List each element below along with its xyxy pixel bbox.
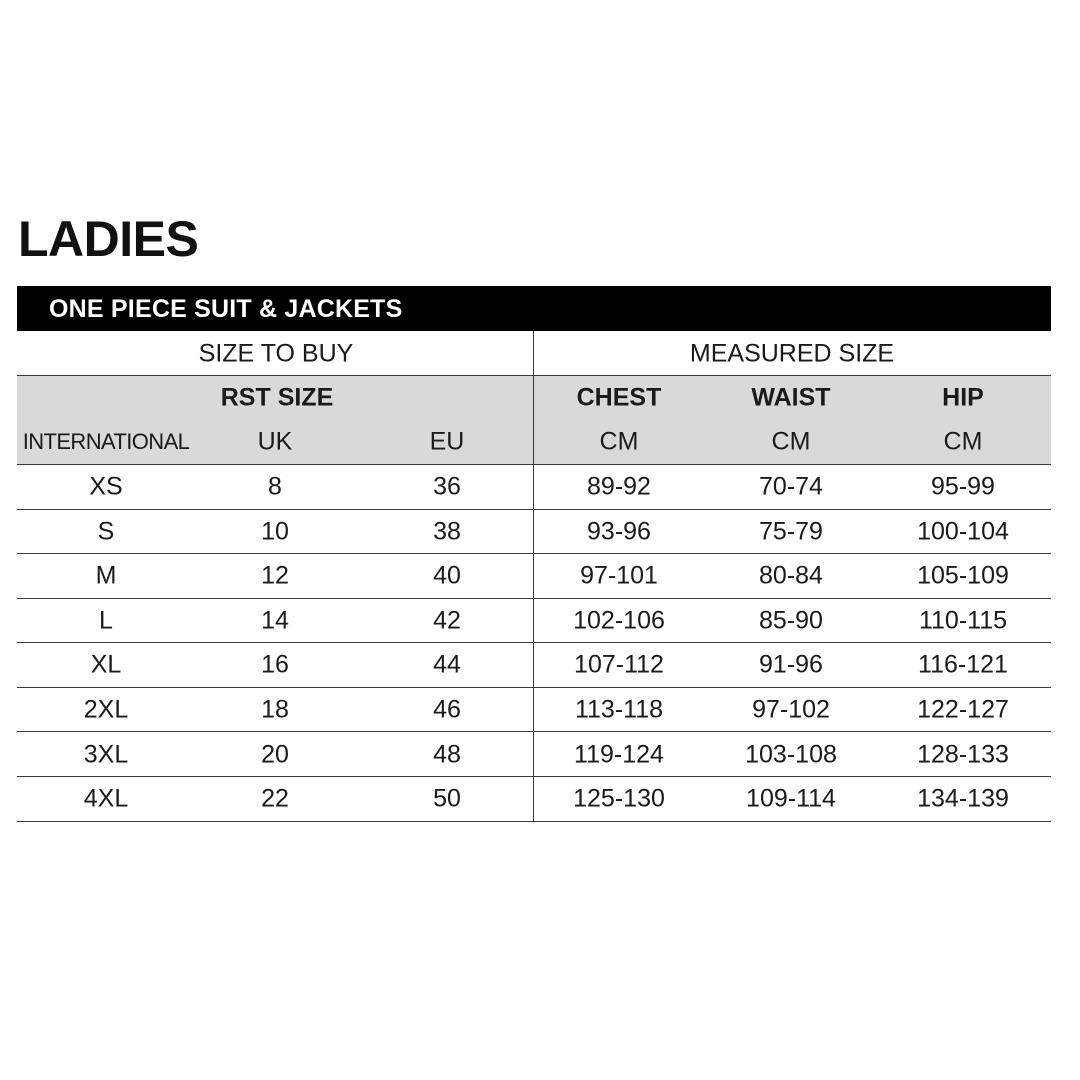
waist-unit: CM <box>771 427 811 456</box>
international-size: XL <box>90 650 122 679</box>
hip-cm: 122-127 <box>917 695 1009 724</box>
international-size: 2XL <box>83 695 129 724</box>
eu-size: 44 <box>433 650 461 679</box>
international-size: M <box>95 561 117 590</box>
column-divider <box>533 331 534 822</box>
size-to-buy-header: SIZE TO BUY <box>198 339 354 368</box>
eu-size: 48 <box>433 740 461 769</box>
waist-cm: 91-96 <box>759 650 823 679</box>
eu-size: 42 <box>433 606 461 635</box>
eu-size: 38 <box>433 517 461 546</box>
divider <box>17 776 1051 777</box>
chest-cm: 89-92 <box>587 472 651 501</box>
hip-cm: 95-99 <box>931 472 995 501</box>
divider <box>17 509 1051 510</box>
international-size: XS <box>89 472 123 501</box>
waist-cm: 85-90 <box>759 606 823 635</box>
waist-cm: 109-114 <box>746 784 836 813</box>
rst-size-header: RST SIZE <box>220 383 334 412</box>
uk-size: 12 <box>261 561 289 590</box>
divider <box>17 642 1051 643</box>
banner-label: ONE PIECE SUIT & JACKETS <box>49 295 403 323</box>
uk-header: UK <box>257 427 293 456</box>
uk-size: 22 <box>261 784 289 813</box>
eu-size: 36 <box>433 472 461 501</box>
international-size: S <box>97 517 115 546</box>
hip-header: HIP <box>942 383 984 412</box>
hip-cm: 105-109 <box>917 561 1009 590</box>
waist-header: WAIST <box>751 383 831 412</box>
chest-cm: 119-124 <box>574 740 664 769</box>
divider <box>17 598 1051 599</box>
hip-cm: 110-115 <box>918 606 1008 635</box>
divider <box>17 821 1051 822</box>
divider <box>17 375 1051 376</box>
divider <box>17 464 1051 465</box>
international-size: 3XL <box>83 740 129 769</box>
uk-size: 20 <box>261 740 289 769</box>
eu-size: 46 <box>433 695 461 724</box>
eu-header: EU <box>429 427 465 456</box>
uk-size: 18 <box>261 695 289 724</box>
waist-cm: 103-108 <box>745 740 837 769</box>
waist-cm: 75-79 <box>759 517 823 546</box>
divider <box>17 731 1051 732</box>
waist-cm: 70-74 <box>759 472 823 501</box>
chest-cm: 113-118 <box>574 695 664 724</box>
page-title: LADIES <box>18 211 199 267</box>
chest-cm: 125-130 <box>573 784 665 813</box>
uk-size: 10 <box>261 517 289 546</box>
international-header: INTERNATIONAL <box>22 429 190 454</box>
hip-cm: 116-121 <box>918 650 1008 679</box>
eu-size: 40 <box>433 561 461 590</box>
measured-size-header: MEASURED SIZE <box>689 339 895 368</box>
chest-cm: 93-96 <box>587 517 651 546</box>
hip-cm: 100-104 <box>917 517 1009 546</box>
uk-size: 8 <box>268 472 282 501</box>
hip-cm: 128-133 <box>917 740 1009 769</box>
hip-cm: 134-139 <box>917 784 1009 813</box>
divider <box>17 687 1051 688</box>
waist-cm: 97-102 <box>752 695 830 724</box>
waist-cm: 80-84 <box>759 561 823 590</box>
chest-cm: 97-101 <box>580 561 658 590</box>
chest-cm: 107-112 <box>574 650 664 679</box>
eu-size: 50 <box>433 784 461 813</box>
divider <box>17 553 1051 554</box>
chest-header: CHEST <box>576 383 662 412</box>
uk-size: 16 <box>261 650 289 679</box>
uk-size: 14 <box>261 606 289 635</box>
section-banner <box>17 286 1051 331</box>
chest-cm: 102-106 <box>573 606 665 635</box>
hip-unit: CM <box>943 427 983 456</box>
international-size: 4XL <box>83 784 129 813</box>
international-size: L <box>99 606 113 635</box>
chest-unit: CM <box>599 427 639 456</box>
